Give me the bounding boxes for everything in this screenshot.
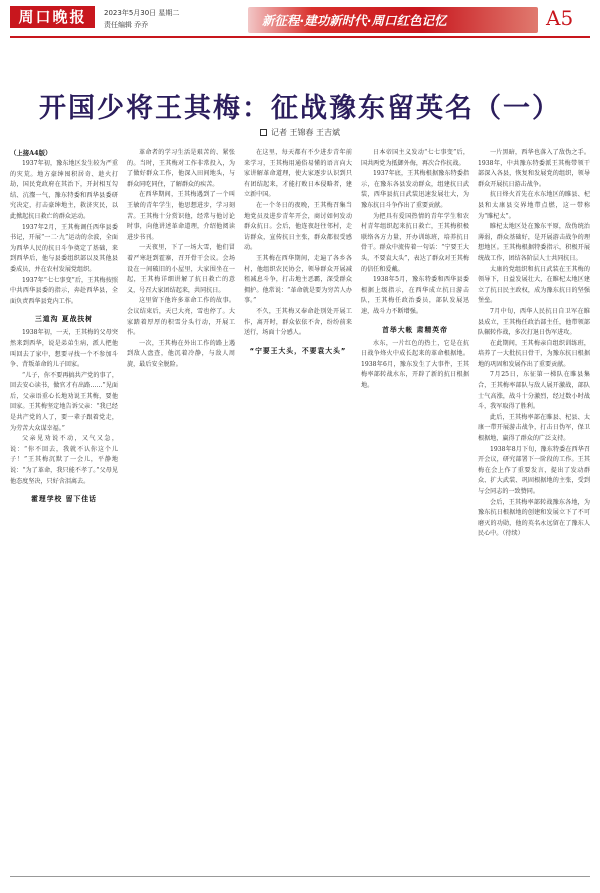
column-1 <box>10 148 118 870</box>
column-5-paragraphs <box>478 148 590 370</box>
column-6-paragraphs <box>478 370 590 540</box>
subheading-4: 首举大帐 肃精英帝 <box>382 325 448 334</box>
article-paragraph: 父亲见劝说不动，又气又急，说：“你不回去，我就不认你这个儿子！”王其梅沉默了一会儿，平静地说：“为了革命，我只能不孝了。”父母见他态度坚决，只好含泪离去。 <box>10 435 118 485</box>
column-1-paragraphs <box>10 159 118 307</box>
article-paragraph: 1937年2月，王其梅调任西华县委书记，开展“一二·九”运动的余波，全面为西华人民的抗日斗争奠定了基础，来到西华后，他与县委组织部以及其他县委成员，并在农村发展党组织。 <box>10 223 118 273</box>
article-paragraph: 此后，王其梅率部在睢县、杞县、太康一带开展游击战争，打击日伪军，保卫根据地，赢得了群众的广泛支持。 <box>478 413 590 443</box>
article-paragraph: 在这里，每天都有不少进步青年前来学习，王其梅用通俗易懂的语言向大家讲解革命道理，使大家逐步认识到只有团结起来，才能打败日本侵略者，建立新中国。 <box>244 149 352 199</box>
subheading-2: 霍理学校 留下佳话 <box>31 495 97 504</box>
byline-text: 记者 王锦春 王吉斌 <box>270 128 341 137</box>
article-paragraph: 1937年底，王其梅根据豫东特委指示，在豫东各县发动群众，组建抗日武装，西华县抗日武装迅速发展壮大，为豫东抗日斗争作出了重要贡献。 <box>361 170 469 209</box>
article-paragraph: 1937年初，豫东地区发生较为严重的灾荒。地方豪绅囤积居奇、趁火打劫，国民党政府在其治下，开封相互勾结、沆瀣一气，豫东特委和西华县委研究决定，打击豪绅地主，救济灾民，以此掀起抗日救亡的群众运动。 <box>10 160 118 220</box>
issue-editor: 责任编辑 乔乔 <box>104 21 149 29</box>
byline-square-icon <box>260 129 267 136</box>
subheading-1: 三道沟 夏战扶树 <box>35 315 93 324</box>
article-paragraph: 7月25日，东征第一梯队在睢县集合，王其梅率部队与敌人展开激战，部队士气高涨，战斗十分激烈，经过数小时战斗，我军取得了胜利。 <box>478 371 590 411</box>
article-paragraph: 一天夜里，下了一场大雪，他们冒着严寒赶到霍寨，召开骨干会议。会场设在一间破旧的小屋里，大家围坐在一起，王其梅详细讲解了抗日救亡的意义，号召大家团结起来，共同抗日。 <box>127 244 235 294</box>
subheading-3: “宁要王大头，不要袁大头” <box>249 346 347 355</box>
newspaper-logo: 周口晚报 <box>10 6 95 28</box>
masthead-divider <box>10 36 590 38</box>
column-2-paragraphs <box>127 148 235 370</box>
footer-divider <box>10 876 590 877</box>
article-paragraph: 一次，王其梅在外出工作的路上遇到敌人盘查，他沉着冷静，与敌人周旋，最后安全脱险。 <box>127 339 235 368</box>
issue-date: 2023年5月30日 星期二 <box>104 9 180 17</box>
column-3 <box>244 148 352 870</box>
article-paragraph: 在此期间，王其梅亲自组织训练班，培养了一大批抗日骨干，为豫东抗日根据地的巩固和发展作出了重要贡献。 <box>478 339 590 368</box>
column-4 <box>361 148 469 870</box>
column-4-paragraphs <box>361 148 469 318</box>
article-headline: 开国少将王其梅：征战豫东留英名（一） <box>39 93 561 124</box>
article-paragraph: 抗日烽火首先在水东地区的睢县、杞县和太康县交界地带点燃，这一带称为“睢杞太”。 <box>478 191 590 220</box>
column-5 <box>478 148 590 870</box>
article-paragraph: 会后，王其梅率部转战豫东各地，为豫东抗日根据地的创建和发展立下了不可磨灭的功勋，他的英名永远留在了豫东人民心中。（待续） <box>478 498 590 538</box>
column-3-paragraphs <box>244 148 352 339</box>
column-1b-paragraphs <box>10 328 118 487</box>
article-paragraph: 太康的党组织和抗日武装在王其梅的领导下，日益发展壮大，在睢杞太地区建立了抗日民主政权，成为豫东抗日的坚强堡垒。 <box>478 265 590 305</box>
article-paragraph: 王其梅在西华期间，走遍了各乡各村，他组织农民协会，领导群众开展减租减息斗争，打击地主恶霸，深受群众拥护。他常说：“革命就是要为穷苦人办事。” <box>244 254 352 305</box>
continued-note: （上接A4版） <box>10 149 52 157</box>
article-paragraph: 1937年“七七事变”后，王其梅按照中共西华县委的指示，奔赴西华县，全面负责西华县党内工作。 <box>10 276 118 305</box>
article-paragraph: “儿子，你不要再搞共产党的事了，回去安心读书，做官才有出路……”见面后，父亲语重心长地劝说王其梅，要他回家。王其梅坚定地告诉父亲：“我已经是共产党的人了，要一辈子跟着党走，为劳苦大众谋幸福。” <box>10 371 118 432</box>
article-paragraph: 一片黑暗，西华也落入了敌伪之手。1938年，中共豫东特委派王其梅带领干部深入各县，恢复和发展党的组织，领导群众开展抗日游击战争。 <box>478 149 590 188</box>
article-paragraph: 革命者的学习生活是艰苦的、紧张的。当时，王其梅对工作非常投入，为了做好群众工作，他深入田间地头，与群众同吃同住，了解群众的疾苦。 <box>127 149 235 188</box>
article-byline <box>0 127 600 138</box>
article-paragraph: 为把具有爱国热情的青年学生和农村青年组织起来抗日救亡，王其梅积极联络各方力量，开办训练班，培养抗日骨干。群众中流传着一句话：“宁要王大头，不要袁大头”，表达了群众对王其梅的信任和爱戴。 <box>361 212 469 273</box>
article-paragraph: 1938年8月下旬，豫东特委在西华召开会议，研究部署下一阶段的工作。王其梅在会上作了重要发言，提出了发动群众、扩大武装、巩固根据地的主张，受到与会同志的一致赞同。 <box>478 445 590 495</box>
article-paragraph: 1938年5月，豫东特委和西华县委根据上级指示，在西华成立抗日游击队，王其梅任政治委员，部队发展迅速，战斗力不断增强。 <box>361 276 469 315</box>
article-paragraph: 睢杞太地区处在豫东平原，敌伪统治薄弱，群众基础好，是开展游击战争的理想地区。王其梅根据特委指示，积极开展统战工作，团结各阶层人士共同抗日。 <box>478 223 590 262</box>
masthead <box>0 0 600 62</box>
article-paragraph: 1938年初，一天，王其梅的父母突然来到西华，说是弟弟生病，派人把他叫回去了家中，想要寻找一个不参加斗争、背叛革命的儿子回家。 <box>10 329 118 369</box>
column-4b-paragraphs <box>361 339 469 392</box>
article-paragraph: 在西华期间，王其梅遇到了一个叫王敏的青年学生，他思想进步，学习刻苦。王其梅十分赏识他，经常与他讨论时事，向他讲述革命道理，介绍他阅读进步书刊。 <box>127 191 235 241</box>
article-paragraph: 日本帝国主义发动“七七事变”后，国共两党为抵御外侮，再次合作抗战。 <box>361 149 469 167</box>
article-paragraph: 这里留下他许多革命工作的故事。会议结束后，天已大亮，雪也停了。大家踏着厚厚的积雪分头行动，开展工作。 <box>127 297 235 337</box>
article-paragraph: 不久，王其梅又奉命赴别处开展工作，离开时，群众依依不舍，纷纷前来送行，场面十分感人。 <box>244 307 352 337</box>
article-paragraph: 水东，一片红色的热土，它是在抗日战争烽火中成长起来的革命根据地。1938年6月，豫东发生了大事件，王其梅率部转战水东，开辟了新的抗日根据地。 <box>361 339 469 389</box>
article-body <box>10 148 590 870</box>
column-2 <box>127 148 235 870</box>
page-number: A5 <box>546 6 574 30</box>
article-paragraph: 在一个冬日的夜晚，王其梅召集当地党员及进步青年开会，商讨如何发动群众抗日。会后，他连夜赶往邻村，走访群众，宣传抗日主张，群众都很受感动。 <box>244 201 352 252</box>
article-paragraph: 7月中旬，西华人民抗日自卫军在睢县成立，王其梅任政治部主任，他带领部队辗转作战，多次打退日伪军进攻。 <box>478 307 590 337</box>
section-banner-text: 新征程·建功新时代·周口红色记忆 <box>262 13 447 28</box>
